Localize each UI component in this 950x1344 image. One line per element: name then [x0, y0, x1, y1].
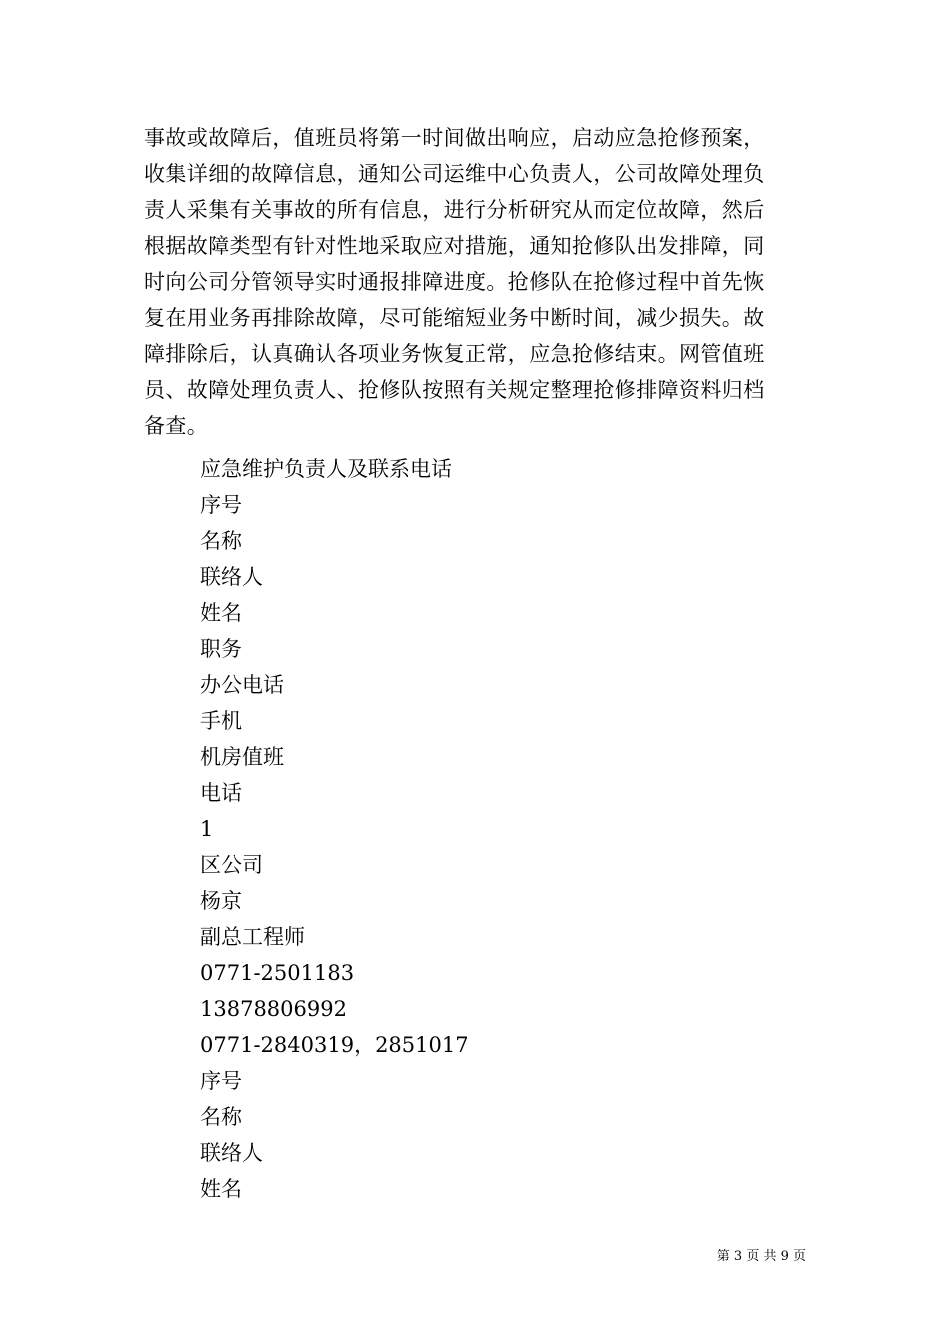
list-item: 0771-2501183 [200, 961, 355, 985]
paragraph-line: 根据故障类型有针对性地采取应对措施，通知抢修队出发排障，同 [144, 234, 765, 258]
list-item: 手机 [200, 709, 242, 733]
list-item: 序号 [200, 493, 242, 517]
list-item: 机房值班 [200, 745, 284, 769]
list-item: 杨京 [200, 889, 242, 913]
page-number-footer [717, 1248, 806, 1266]
paragraph-line: 收集详细的故障信息，通知公司运维中心负责人，公司故障处理负 [144, 162, 765, 186]
paragraph-line: 备查。 [144, 414, 209, 438]
list-item: 0771-2840319，2851017 [200, 1033, 469, 1057]
list-item: 13878806992 [200, 997, 347, 1021]
list-item: 1 [200, 817, 214, 841]
list-item: 电话 [200, 781, 242, 805]
list-item: 副总工程师 [200, 925, 305, 949]
list-item: 姓名 [200, 1177, 242, 1201]
list-item: 姓名 [200, 601, 242, 625]
list-item: 名称 [200, 1105, 242, 1129]
list-item: 序号 [200, 1069, 242, 1093]
paragraph-line: 员、故障处理负责人、抢修队按照有关规定整理抢修排障资料归档 [144, 378, 765, 402]
list-item: 联络人 [200, 565, 263, 589]
paragraph-line: 时向公司分管领导实时通报排障进度。抢修队在抢修过程中首先恢 [144, 270, 765, 294]
paragraph-line: 责人采集有关事故的所有信息，进行分析研究从而定位故障，然后 [144, 198, 765, 222]
section-heading: 应急维护负责人及联系电话 [200, 457, 452, 481]
list-item: 名称 [200, 529, 242, 553]
list-item: 联络人 [200, 1141, 263, 1165]
body-paragraph [144, 120, 808, 444]
list-item: 区公司 [200, 853, 263, 877]
paragraph-line: 复在用业务再排除故障，尽可能缩短业务中断时间，减少损失。故 [144, 306, 765, 330]
page-number-text: 第 3 页 共 9 页 [716, 1249, 806, 1264]
contact-table-text [200, 451, 800, 1207]
paragraph-line: 障排除后，认真确认各项业务恢复正常，应急抢修结束。网管值班 [144, 342, 765, 366]
list-item: 办公电话 [200, 673, 284, 697]
paragraph-line: 事故或故障后，值班员将第一时间做出响应，启动应急抢修预案， [144, 126, 765, 150]
list-item: 职务 [200, 637, 242, 661]
